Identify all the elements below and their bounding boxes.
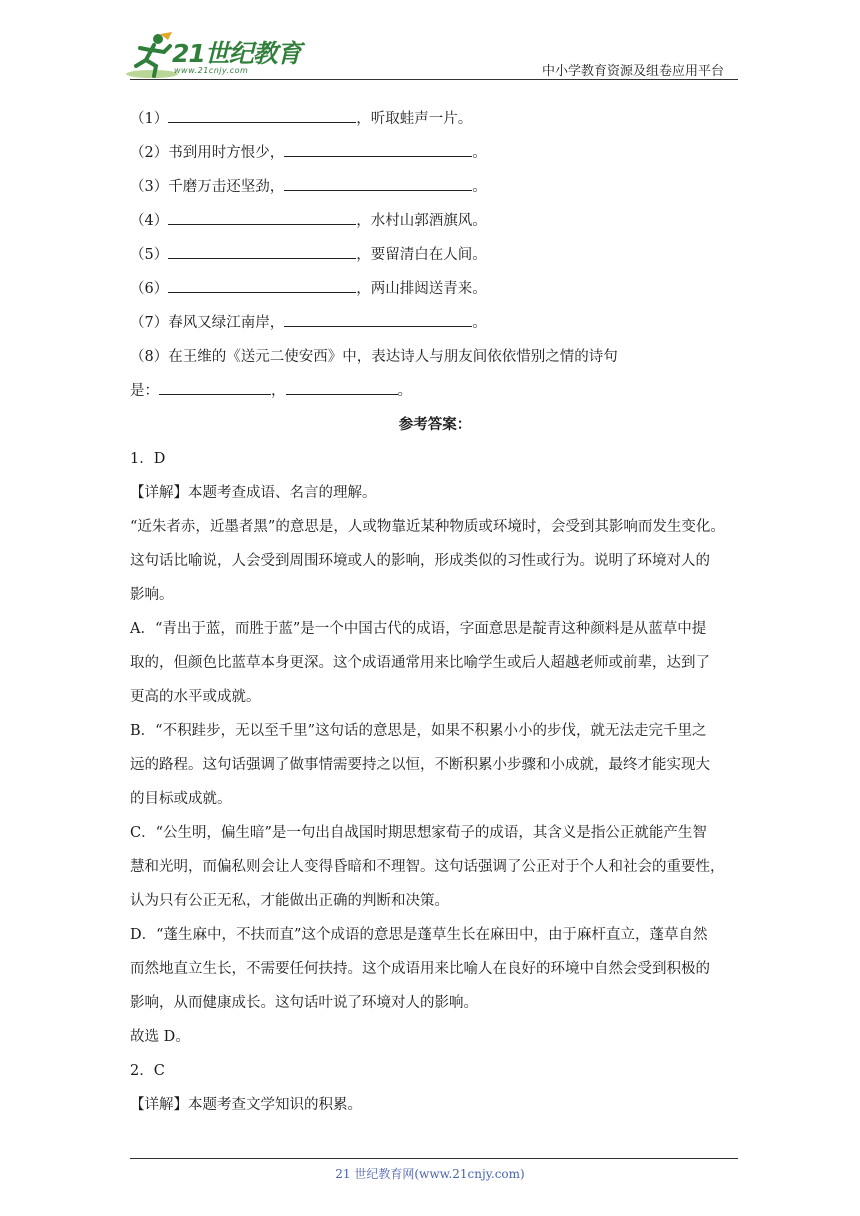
answer-1-number: 1．D (130, 451, 166, 467)
answer-2-detail: 【详解】本题考查文学知识的积累。 (130, 1097, 362, 1113)
question-3: （3）千磨万击还坚劲， 。 (130, 179, 487, 195)
option-a-line: A．“青出于蓝，而胜于蓝”是一个中国古代的成语，字面意思是靛青这种颜料是从蓝草中提 (130, 621, 707, 637)
question-1: （1） ，听取蛙声一片。 (130, 111, 473, 127)
answer-blank[interactable] (284, 144, 472, 157)
page-header (0, 0, 860, 80)
option-c-line: 认为只有公正无私，才能做出正确的判断和决策。 (130, 893, 449, 909)
answer-blank[interactable] (168, 212, 356, 225)
logo-url: www.21cnjy.com (174, 66, 249, 75)
option-c-line: 慧和光明，而偏私则会让人变得昏暗和不理智。这句话强调了公正对于个人和社会的重要性， (130, 859, 725, 875)
option-d-line: D．“蓬生麻中，不扶而直”这个成语的意思是蓬草生长在麻田中，由于麻杆直立，蓬草自然 (130, 927, 708, 943)
option-a-line: 更高的水平或成就。 (130, 689, 261, 705)
header-divider (130, 79, 738, 80)
option-b-line: 的目标或成就。 (130, 791, 232, 807)
answer-2-number: 2．C (130, 1063, 165, 1079)
question-6: （6） ，两山排闼送青来。 (130, 281, 487, 297)
option-a-line: 取的，但颜色比蓝草本身更深。这个成语通常用来比喻学生或后人超越老师或前辈，达到了 (130, 655, 710, 671)
option-b-line: B．“不积跬步，无以至千里”这句话的意思是，如果不积累小小的步伐，就无法走完千里之 (130, 723, 707, 739)
paragraph-line: “近朱者赤，近墨者黑”的意思是，人或物靠近某种物质或环境时，会受到其影响而发生变化。 (130, 519, 725, 535)
platform-title: 中小学教育资源及组卷应用平台 (541, 64, 724, 79)
footer-link[interactable]: 21 世纪教育网(www.21cnjy.com) (335, 1167, 525, 1181)
answer-blank[interactable] (159, 382, 271, 395)
document-body (130, 102, 740, 1122)
logo-text: 21世纪教育 (172, 39, 301, 68)
paragraph-line: 影响。 (130, 587, 174, 603)
answer-blank[interactable] (284, 314, 472, 327)
answer-1-choice: 故选 D。 (130, 1029, 190, 1045)
answer-blank[interactable] (284, 178, 472, 191)
answer-blank[interactable] (286, 382, 398, 395)
question-2: （2）书到用时方恨少， 。 (130, 145, 487, 161)
question-5: （5） ，要留清白在人间。 (130, 247, 487, 263)
question-4: （4） ，水村山郭酒旗风。 (130, 213, 487, 229)
answer-blank[interactable] (168, 246, 356, 259)
answer-1-detail: 【详解】本题考查成语、名言的理解。 (130, 485, 377, 501)
answers-title: 参考答案： (398, 416, 472, 433)
option-c-line: C．“公生明，偏生暗”是一句出自战国时期思想家荀子的成语，其含义是指公正就能产生智 (130, 825, 707, 841)
option-d-line: 而然地直立生长，不需要任何扶持。这个成语用来比喻人在良好的环境中自然会受到积极的 (130, 961, 710, 977)
question-8-line-1: （8）在王维的《送元二使安西》中，表达诗人与朋友间依依惜别之情的诗句 (130, 349, 618, 365)
question-8-line-2: 是： ， 。 (130, 383, 412, 399)
question-7: （7）春风又绿江南岸， 。 (130, 315, 487, 331)
paragraph-line: 这句话比喻说，人会受到周围环境或人的影响，形成类似的习性或行为。说明了环境对人的 (130, 553, 710, 569)
answer-blank[interactable] (168, 110, 356, 123)
option-b-line: 远的路程。这句话强调了做事情需要持之以恒，不断积累小步骤和小成就，最终才能实现大 (130, 757, 710, 773)
answer-blank[interactable] (168, 280, 356, 293)
option-d-line: 影响，从而健康成长。这句话叶说了环境对人的影响。 (130, 995, 478, 1011)
footer-divider (130, 1158, 738, 1159)
